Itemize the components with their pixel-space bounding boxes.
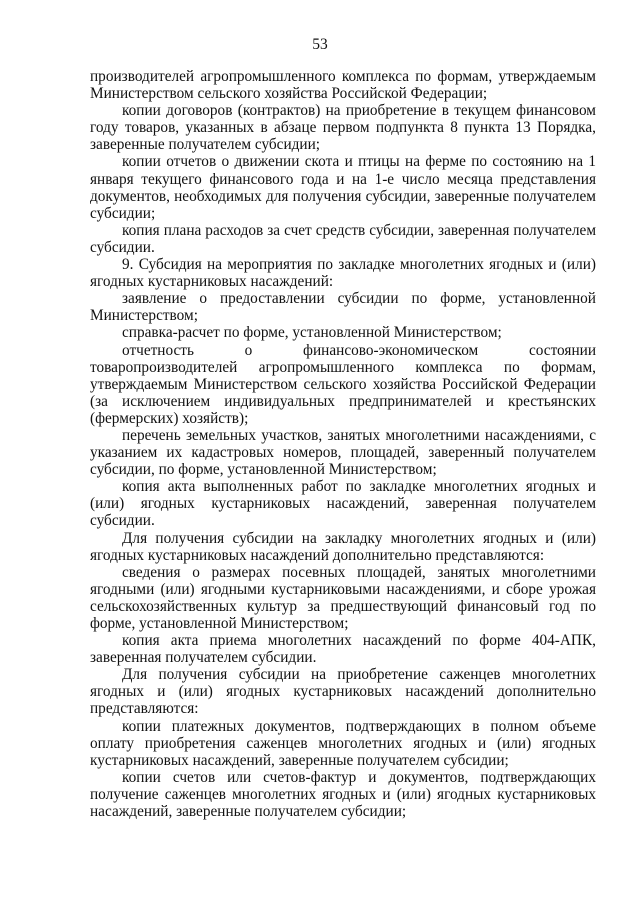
paragraph-continuation: производителей агропромышленного комплекса по формам, утверждаемым Министерством сельского хозяйства Российской Федерации;: [90, 68, 596, 103]
paragraph: копии счетов или счетов-фактур и документов, подтверждающих получение саженцев многолетних ягодных и (или) ягодных кустарниковых насаждений, заверенные получателем субсидии;: [90, 768, 596, 821]
paragraph: Для получения субсидии на закладку многолетних ягодных и (или) ягодных кустарниковых насаждений дополнительно представляются:: [90, 529, 596, 564]
paragraph: копии отчетов о движении скота и птицы на ферме по состоянию на 1 января текущего финансового года и на 1-е число месяца представления документов, необходимых для получения субсидии, заверенные получателем субсидии;: [90, 153, 596, 222]
page-number: 53: [312, 36, 328, 53]
paragraph: копии договоров (контрактов) на приобретение в текущем финансовом году товаров, указанных в абзаце первом подпункта 8 пункта 13 Порядка, заверенные получателем субсидии;: [90, 102, 596, 154]
paragraph: копия плана расходов за счет средств субсидии, заверенная получателем субсидии.: [90, 221, 596, 256]
paragraph: Для получения субсидии на приобретение саженцев многолетних ягодных и (или) ягодных кустарниковых насаждений дополнительно представляются:: [90, 666, 596, 718]
paragraph: перечень земельных участков, занятых многолетними насаждениями, с указанием их кадастровых номеров, площадей, заверенный получателем субсидии, по форме, установленной Министерством;: [90, 426, 596, 479]
paragraph: отчетность о финансово-экономическом состоянии товаропроизводителей агропромышленного комплекса по формам, утверждаемым Министерством сельского хозяйства Российской Федерации (за исключением индивидуальных предпринимателей и крестьянских (фермерских) хозяйств);: [90, 341, 596, 427]
section-item-heading: 9. Субсидия на мероприятия по закладке многолетних ягодных и (или) ягодных кустарниковых насаждений:: [90, 256, 596, 291]
paragraph: сведения о размерах посевных площадей, занятых многолетними ягодными (или) ягодными кустарниковыми насаждениями, и сборе урожая сельскохозяйственных культур за предшествующий финансовый год по форме, установленной Министерством;: [90, 563, 596, 632]
document-body: [90, 68, 596, 820]
paragraph: копия акта выполненных работ по закладке многолетних ягодных и (или) ягодных кустарниковых насаждений, заверенная получателем субсидии.: [90, 478, 596, 530]
paragraph: заявление о предоставлении субсидии по форме, установленной Министерством;: [90, 290, 596, 325]
paragraph: копии платежных документов, подтверждающих в полном объеме оплату приобретения саженцев многолетних ягодных и (или) ягодных кустарниковых насаждений, заверенные получателем субсидии;: [90, 717, 596, 769]
paragraph: справка-расчет по форме, установленной Министерством;: [122, 324, 502, 342]
paragraph: копия акта приема многолетних насаждений по форме 404-АПК, заверенная получателем субсидии.: [90, 632, 596, 667]
